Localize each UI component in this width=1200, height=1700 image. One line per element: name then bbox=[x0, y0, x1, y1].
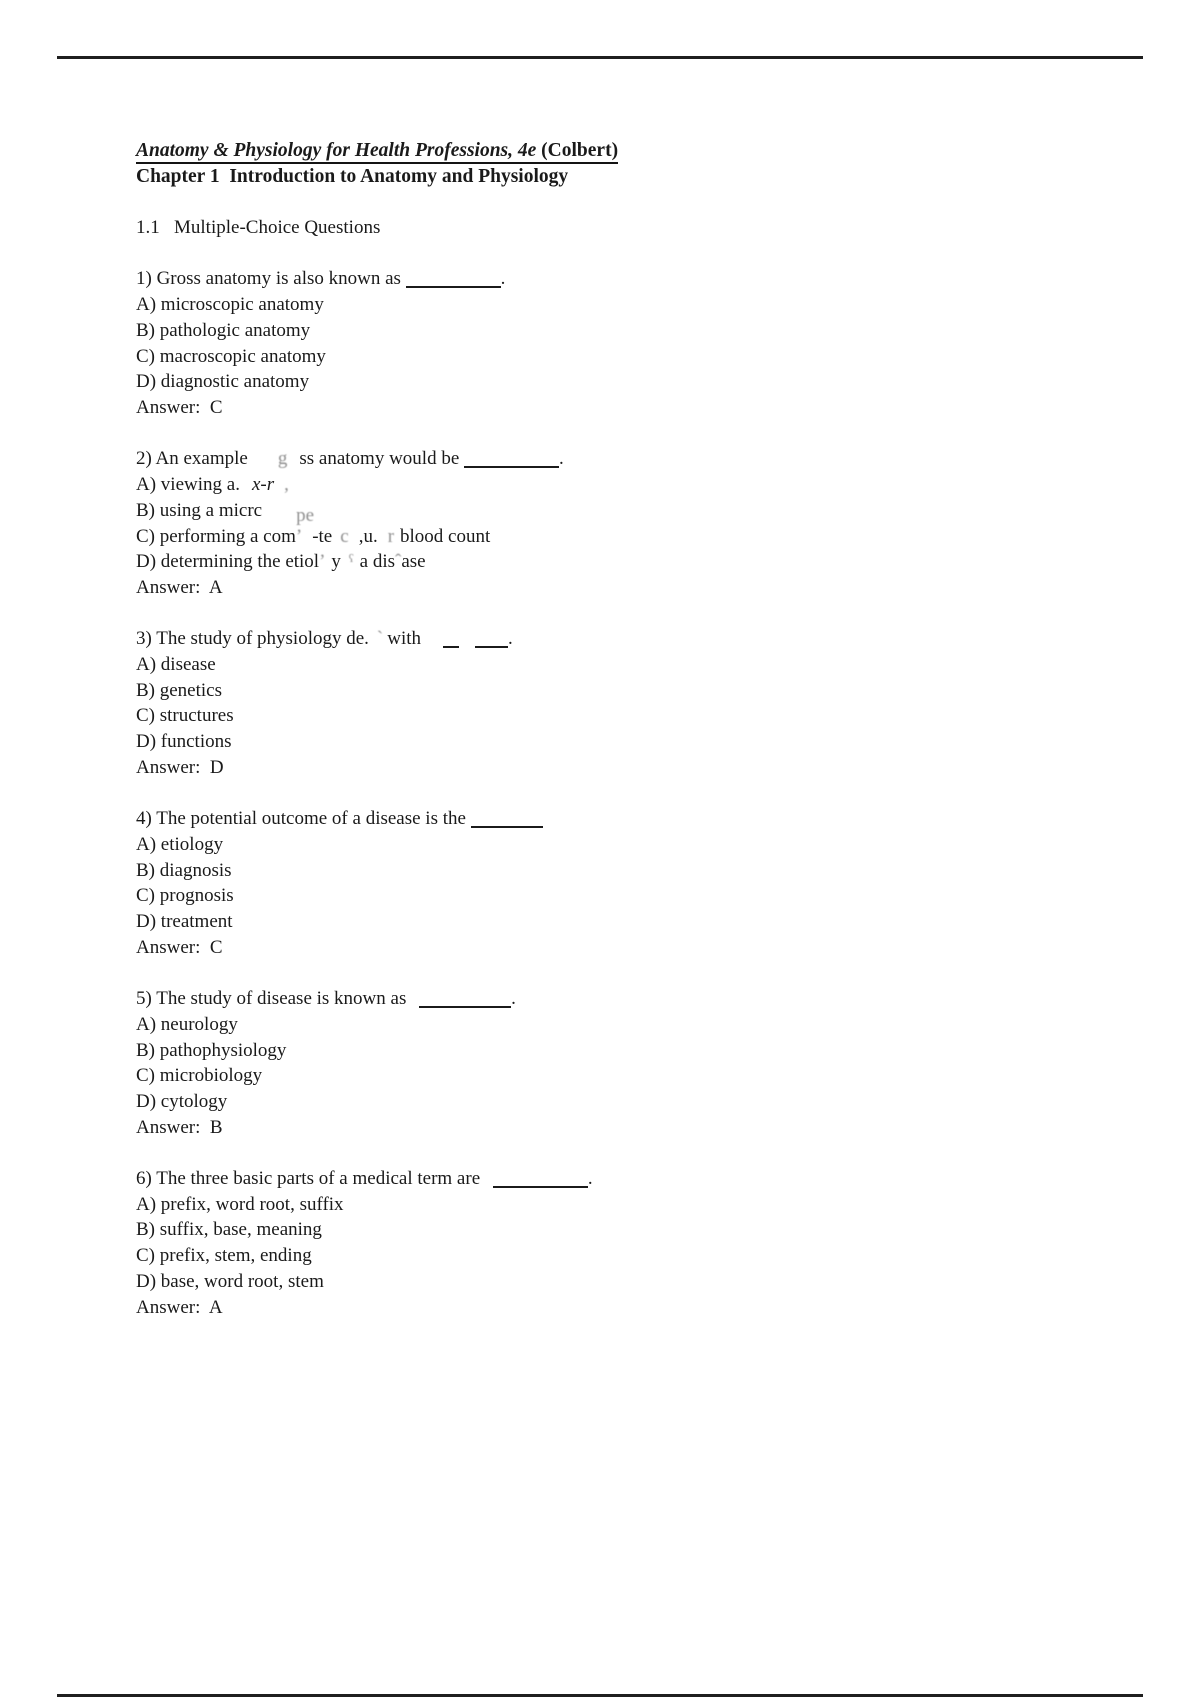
question-block bbox=[136, 986, 1140, 1140]
option-line bbox=[136, 1063, 1140, 1089]
option-line bbox=[136, 832, 1140, 858]
text-fragment: C) performing a com bbox=[136, 525, 296, 547]
faded-text-fragment: r bbox=[387, 525, 395, 547]
option-line bbox=[136, 1243, 1140, 1269]
question-stem bbox=[136, 446, 1140, 472]
option-line bbox=[136, 703, 1140, 729]
text-fragment: A) prefix, word root, suffix bbox=[136, 1193, 344, 1215]
text-fragment: B) diagnosis bbox=[136, 859, 232, 881]
text-fragment: . bbox=[508, 628, 513, 650]
question-stem bbox=[136, 806, 1140, 832]
text-fragment: blood count bbox=[400, 525, 491, 547]
option-line bbox=[136, 1217, 1140, 1243]
answer-line: Answer: A bbox=[136, 576, 223, 598]
book-title bbox=[136, 140, 618, 164]
answer-blank bbox=[419, 1001, 511, 1008]
question-stem bbox=[136, 626, 1140, 652]
text-fragment: C) macroscopic anatomy bbox=[136, 345, 326, 367]
option-line bbox=[136, 549, 1140, 575]
text-fragment: 6) The three basic parts of a medical term are bbox=[136, 1168, 485, 1190]
answer-blank bbox=[493, 1181, 588, 1188]
option-line bbox=[136, 344, 1140, 370]
option-line bbox=[136, 369, 1140, 395]
text-fragment: . bbox=[500, 268, 506, 290]
option-line bbox=[136, 1192, 1140, 1218]
option-line bbox=[136, 524, 1140, 550]
option-line bbox=[136, 1089, 1140, 1115]
text-fragment: A) etiology bbox=[136, 833, 224, 855]
question-block bbox=[136, 1166, 1140, 1320]
text-fragment: B) genetics bbox=[136, 679, 223, 701]
text-fragment: -te bbox=[312, 525, 333, 547]
option-line bbox=[136, 883, 1140, 909]
text-fragment: 1) Gross anatomy is also known as bbox=[136, 268, 406, 290]
faded-text-fragment: ˋ bbox=[376, 628, 384, 650]
section-heading: 1.1 Multiple-Choice Questions bbox=[136, 217, 381, 239]
text-fragment: C) prognosis bbox=[136, 885, 234, 907]
option-line bbox=[136, 498, 1140, 524]
answer-line: Answer: B bbox=[136, 1116, 223, 1138]
text-fragment: D) functions bbox=[136, 731, 232, 753]
faded-text-fragment: g bbox=[277, 448, 288, 470]
text-fragment: A) microscopic anatomy bbox=[136, 294, 324, 316]
question-stem bbox=[136, 266, 1140, 292]
answer-blank bbox=[406, 281, 501, 288]
text-fragment: x-r bbox=[251, 474, 275, 496]
text-fragment: a dis bbox=[359, 551, 395, 573]
bottom-rule bbox=[57, 1694, 1143, 1697]
option-line bbox=[136, 652, 1140, 678]
text-fragment: ,u. bbox=[358, 525, 378, 547]
answer-blank bbox=[443, 641, 459, 648]
text-fragment: ss anatomy would be bbox=[299, 448, 465, 470]
answer-line: Answer: A bbox=[136, 1296, 223, 1318]
option-line bbox=[136, 1269, 1140, 1295]
text-fragment: C) microbiology bbox=[136, 1065, 263, 1087]
answer-line: Answer: D bbox=[136, 756, 224, 778]
option-line bbox=[136, 1038, 1140, 1064]
option-line bbox=[136, 1012, 1140, 1038]
faded-text-fragment: , bbox=[284, 474, 289, 496]
question-block bbox=[136, 446, 1140, 600]
faded-text-fragment: ʼ bbox=[319, 551, 326, 573]
question-block bbox=[136, 806, 1140, 960]
text-fragment: ase bbox=[401, 551, 426, 573]
document-header bbox=[136, 138, 1140, 189]
answer-blank bbox=[471, 821, 543, 828]
answer-line: Answer: C bbox=[136, 936, 223, 958]
text-fragment: B) using a micrc bbox=[136, 499, 263, 521]
answer-blank bbox=[475, 641, 508, 648]
text-fragment: B) pathophysiology bbox=[136, 1039, 287, 1061]
text-fragment: A) viewing a. bbox=[136, 474, 240, 496]
top-rule bbox=[57, 56, 1143, 59]
text-fragment: . bbox=[559, 448, 564, 470]
answer-blank bbox=[464, 461, 559, 468]
faded-text-fragment: ʼ bbox=[295, 525, 303, 547]
text-fragment: C) structures bbox=[136, 705, 234, 727]
text-fragment: 4) The potential outcome of a disease is the bbox=[136, 808, 471, 830]
faded-text-fragment: ˆ bbox=[395, 551, 402, 573]
option-line bbox=[136, 858, 1140, 884]
book-title-italic: Anatomy & Physiology for Health Professions, 4e bbox=[136, 140, 537, 161]
text-fragment: D) treatment bbox=[136, 911, 233, 933]
text-fragment: D) cytology bbox=[136, 1090, 228, 1112]
document-content bbox=[136, 138, 1140, 1346]
chapter-title: Chapter 1 Introduction to Anatomy and Physiology bbox=[136, 165, 569, 187]
text-fragment: A) disease bbox=[136, 654, 216, 675]
faded-text-fragment: ˤ bbox=[348, 551, 354, 573]
option-line bbox=[136, 729, 1140, 755]
question-stem bbox=[136, 1166, 1140, 1192]
text-fragment: . bbox=[587, 1168, 593, 1190]
text-fragment: 2) An example bbox=[136, 448, 248, 470]
text-fragment: 3) The study of physiology de. bbox=[136, 628, 369, 650]
option-line bbox=[136, 318, 1140, 344]
book-title-line bbox=[136, 138, 1140, 164]
answer-line: Answer: C bbox=[136, 397, 223, 418]
option-line bbox=[136, 472, 1140, 498]
text-fragment: B) suffix, base, meaning bbox=[136, 1219, 322, 1241]
text-fragment: 5) The study of disease is known as bbox=[136, 988, 412, 1010]
text-fragment: D) diagnostic anatomy bbox=[136, 371, 310, 393]
option-line bbox=[136, 292, 1140, 318]
text-fragment: y bbox=[331, 551, 341, 573]
text-fragment: B) pathologic anatomy bbox=[136, 319, 311, 341]
questions-list bbox=[136, 266, 1140, 1320]
option-line bbox=[136, 909, 1140, 935]
question-block bbox=[136, 626, 1140, 780]
text-fragment: D) base, word root, stem bbox=[136, 1270, 324, 1292]
faded-text-fragment: pe bbox=[296, 504, 315, 526]
text-fragment: with bbox=[387, 628, 422, 650]
option-line bbox=[136, 678, 1140, 704]
faded-text-fragment: c bbox=[340, 525, 349, 547]
text-fragment: C) prefix, stem, ending bbox=[136, 1245, 312, 1267]
question-block bbox=[136, 266, 1140, 420]
question-stem bbox=[136, 986, 1140, 1012]
book-title-author: (Colbert) bbox=[536, 140, 619, 161]
text-fragment: . bbox=[511, 988, 516, 1010]
text-fragment: D) determining the etiol bbox=[136, 551, 320, 573]
text-fragment: A) neurology bbox=[136, 1013, 238, 1035]
